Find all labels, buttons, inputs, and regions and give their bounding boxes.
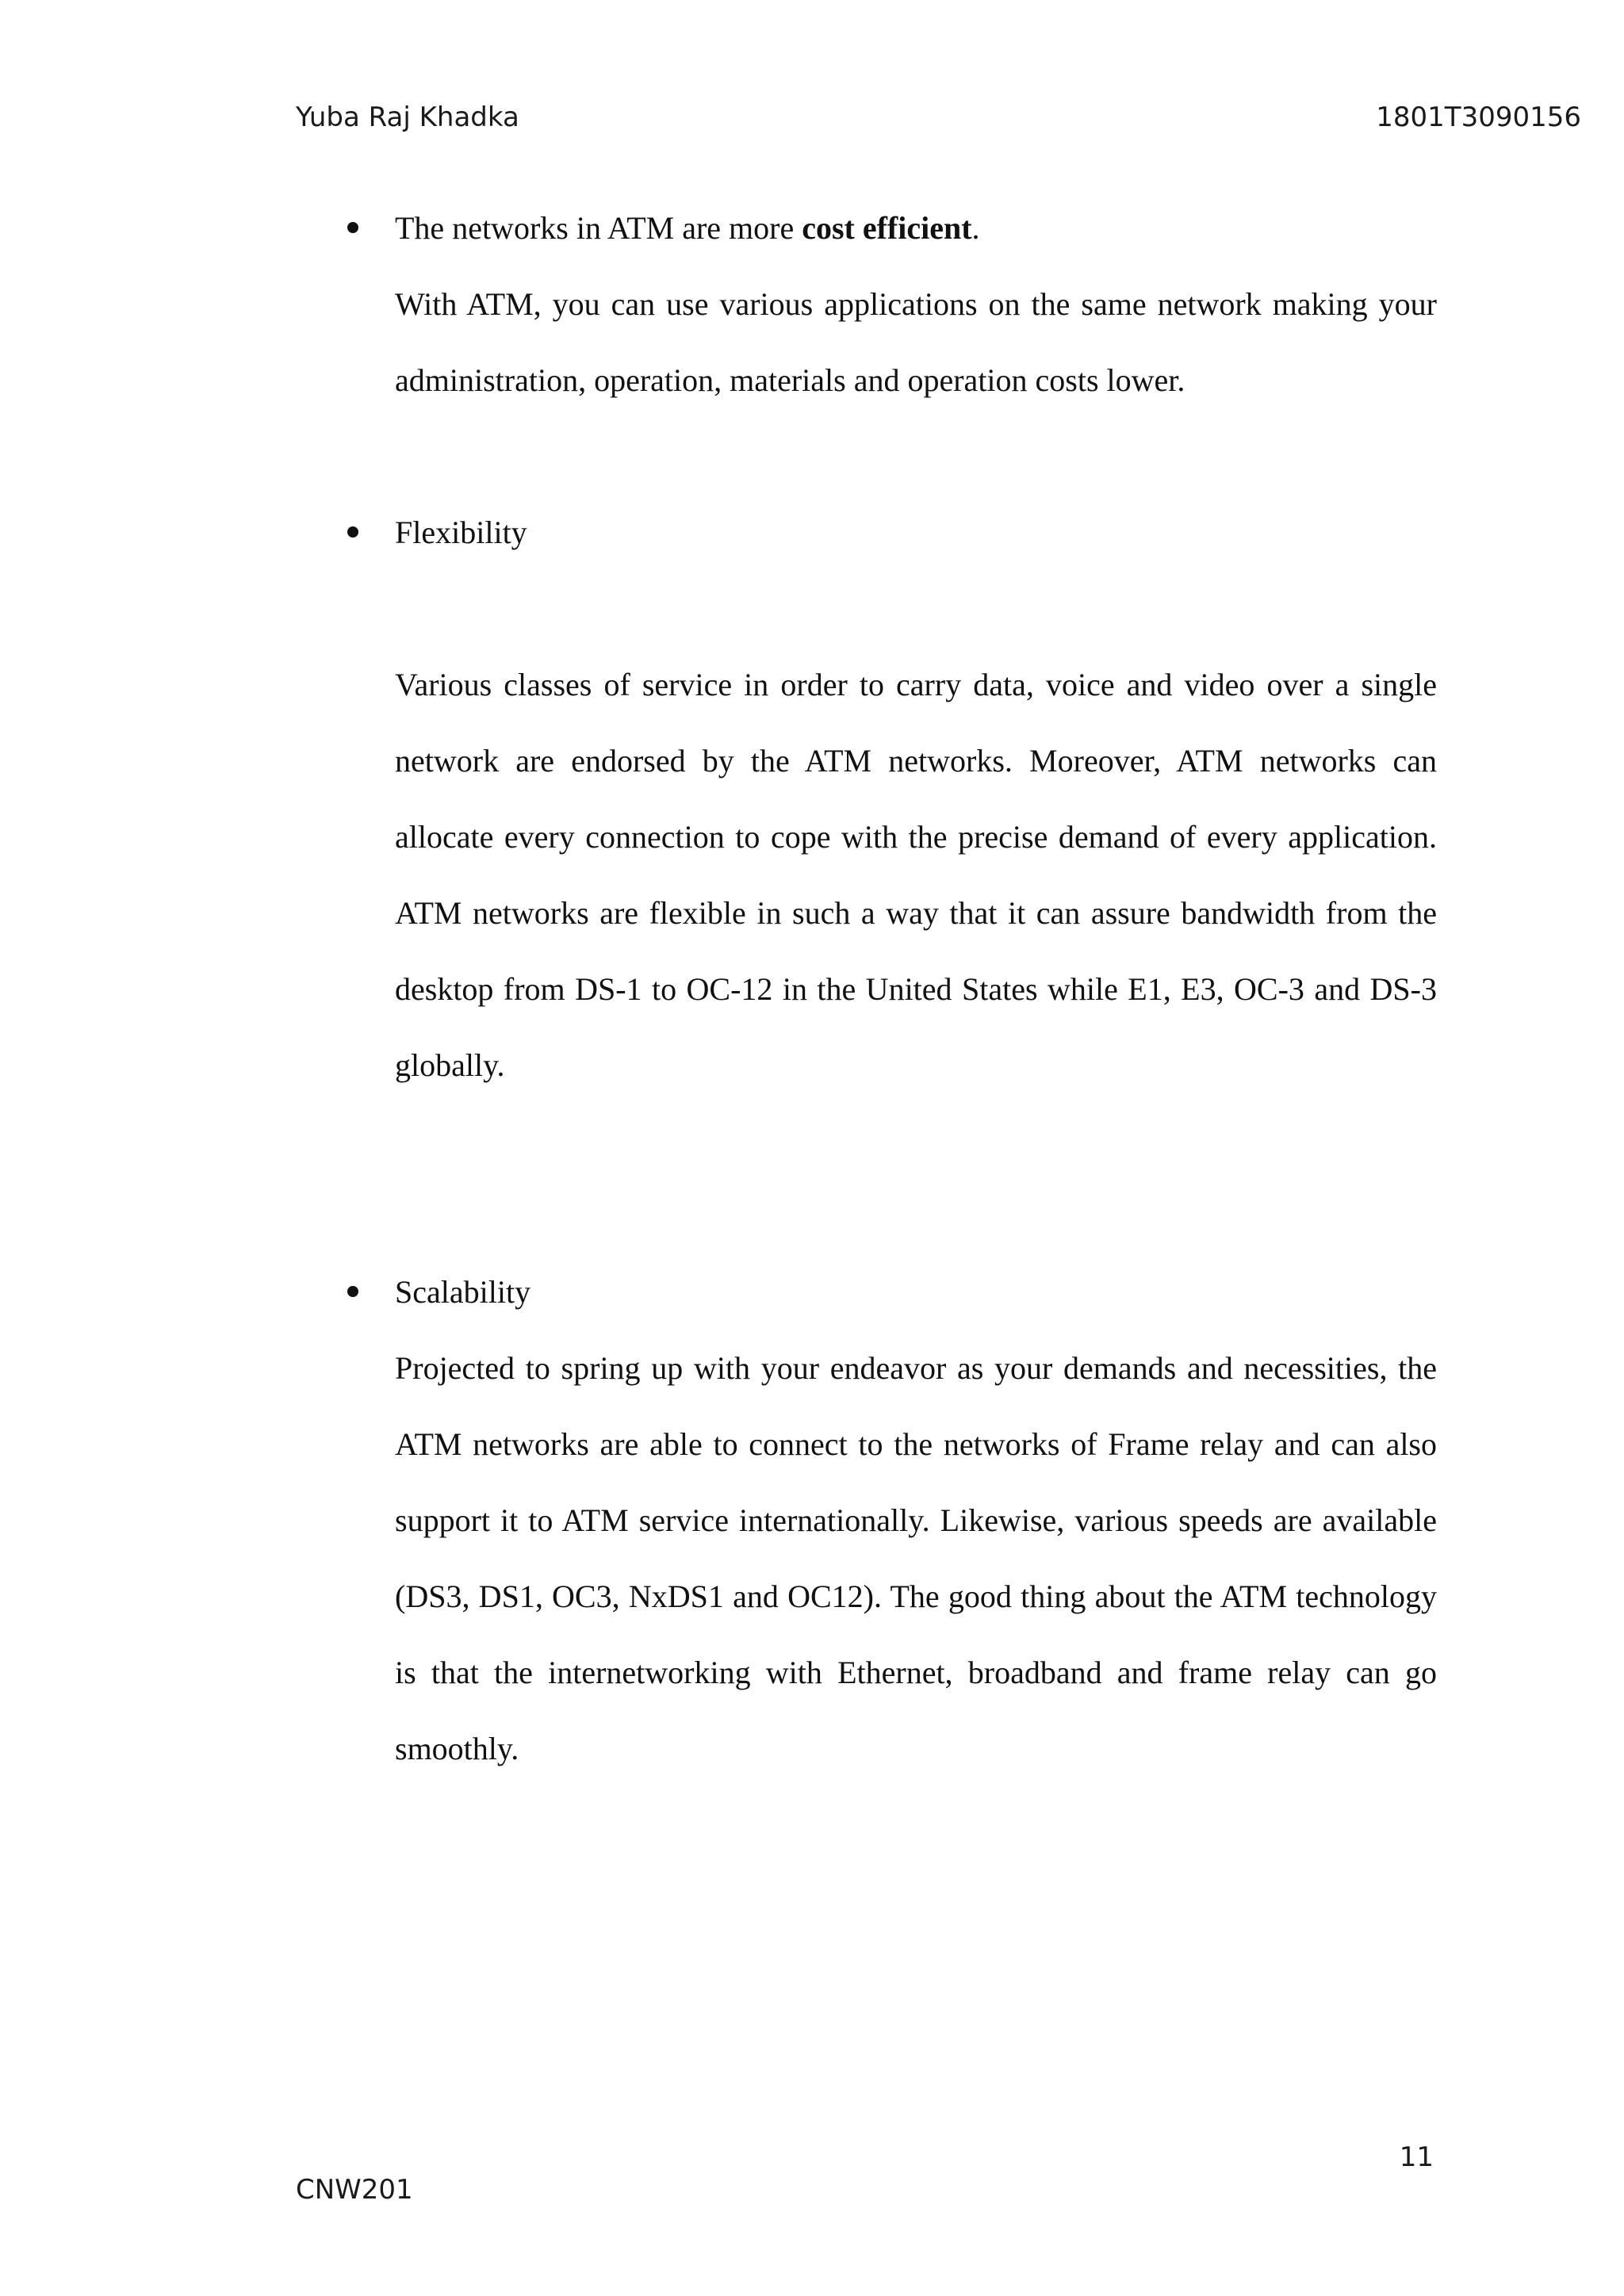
bullet-cost-efficient	[395, 190, 1437, 266]
page-number: 11	[1399, 2141, 1434, 2173]
bullet-dot-icon	[347, 222, 358, 233]
bullet-cost-suffix: .	[971, 210, 980, 246]
paragraph-scalability: Projected to spring up with your endeavor as your demands and necessities, the ATM networks are able to connect to the networks of Frame relay and can also support it to ATM service internationally. Likewise, various speeds are available (DS3, DS1, OC3, NxDS1 and OC12). The good thing about the ATM technology is that the internetworking with Ethernet, broadband and frame relay can go smoothly.	[395, 1350, 1437, 1766]
paragraph-cost: With ATM, you can use various applications on the same network making your administration, operation, materials and operation costs lower.	[395, 286, 1437, 398]
header-author: Yuba Raj Khadka	[296, 101, 519, 133]
header-student-id: 1801T3090156	[1376, 101, 1581, 133]
bullet-cost-text: The networks in ATM are more	[395, 210, 802, 246]
spacer	[395, 1104, 1437, 1254]
bullet-flexibility-text: Flexibility	[395, 515, 527, 550]
paragraph-flexibility: Various classes of service in order to carry data, voice and video over a single network are endorsed by the ATM networks. Moreover, ATM networks can allocate every connection to cope with the precise demand of every application. ATM networks are flexible in such a way that it can assure bandwidth from the desktop from DS-1 to OC-12 in the United States while E1, E3, OC-3 and DS-3 globally.	[395, 667, 1437, 1083]
spacer	[395, 571, 1437, 647]
bullet-flexibility	[395, 495, 1437, 571]
spacer	[395, 419, 1437, 495]
bullet-dot-icon	[347, 526, 358, 538]
bullet-cost-bold: cost efficient	[802, 210, 972, 246]
bullet-dot-icon	[347, 1286, 358, 1297]
bullet-scalability-text: Scalability	[395, 1274, 531, 1310]
bullet-scalability	[395, 1254, 1437, 1330]
page-content	[395, 190, 1437, 1787]
footer-course-code: CNW201	[296, 2174, 413, 2206]
